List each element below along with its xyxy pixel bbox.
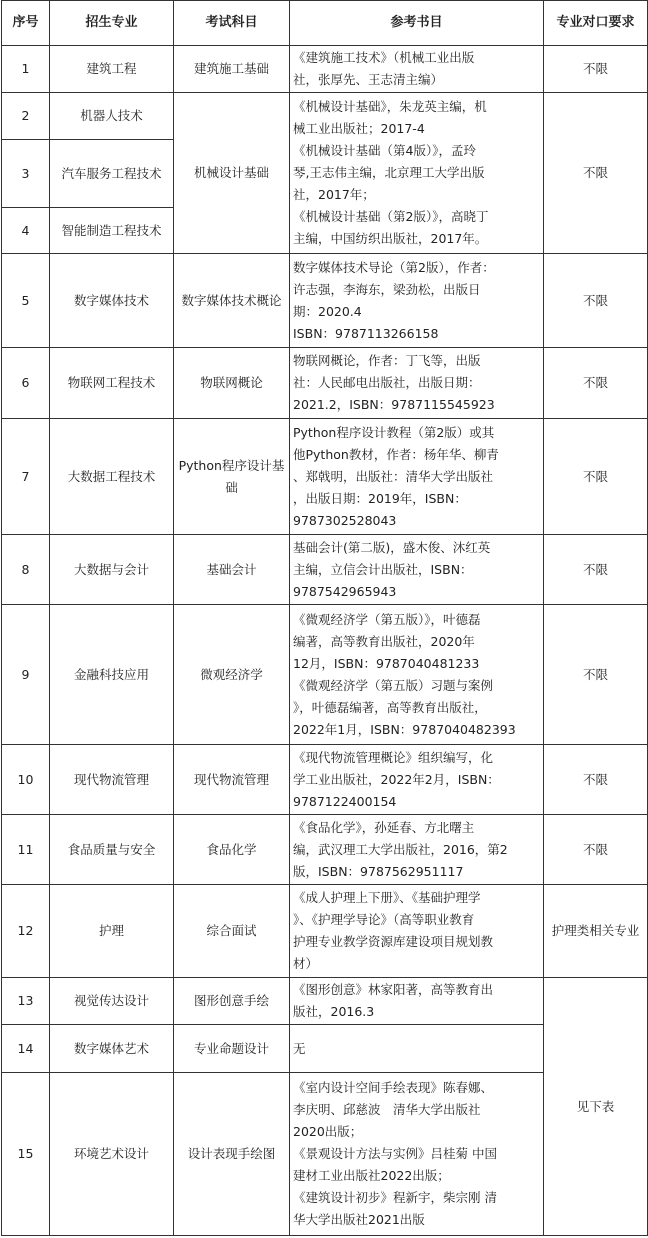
requirement-cell: 不限 xyxy=(544,254,648,348)
row-number: 2 xyxy=(2,93,50,140)
row-number: 11 xyxy=(2,815,50,885)
books-cell: 数字媒体技术导论（第2版），作者： 许志强，李海东，梁劲松，出版日 期：2020.4 ISBN：9787113266158 xyxy=(290,254,544,348)
header-books: 参考书目 xyxy=(290,1,544,46)
books-cell: Python程序设计教程（第2版）或其 他Python教材，作者：杨年华、柳青 、郑戟明，出版社：清华大学出版社 ，出版日期：2019年，ISBN： 9787302528043 xyxy=(290,419,544,535)
table-row xyxy=(2,745,648,815)
row-number: 6 xyxy=(2,348,50,419)
subject-cell: 设计表现手绘图 xyxy=(174,1073,290,1236)
books-cell: 《微观经济学（第五版）》，叶德磊 编著，高等教育出版社，2020年 12月，ISBN：9787040481233 《微观经济学（第五版）习题与案例 》，叶德磊编著，高等教育出版社， 2022年1月，ISBN：9787040482393 xyxy=(290,605,544,745)
subject-cell: 微观经济学 xyxy=(174,605,290,745)
major-cell: 金融科技应用 xyxy=(50,605,174,745)
books-cell: 《室内设计空间手绘表现》陈春娜、 李庆明、邱慈波 清华大学出版社 2020出版； 《景观设计方法与实例》吕桂菊 中国 建材工业出版社2022出版； 《建筑设计初步》程新宇，柴宗刚 清 华大学出版社2021出版 xyxy=(290,1073,544,1236)
requirement-cell: 不限 xyxy=(544,46,648,93)
major-cell: 大数据与会计 xyxy=(50,535,174,605)
header-row xyxy=(2,1,648,46)
table-row xyxy=(2,815,648,885)
requirement-cell: 不限 xyxy=(544,535,648,605)
table-row xyxy=(2,605,648,745)
major-cell: 视觉传达设计 xyxy=(50,978,174,1025)
table-row xyxy=(2,93,648,140)
major-cell: 机器人技术 xyxy=(50,93,174,140)
major-cell: 建筑工程 xyxy=(50,46,174,93)
row-number: 3 xyxy=(2,140,50,208)
major-cell: 数字媒体艺术 xyxy=(50,1025,174,1073)
row-number: 5 xyxy=(2,254,50,348)
subject-cell: 数字媒体技术概论 xyxy=(174,254,290,348)
books-cell: 无 xyxy=(290,1025,544,1073)
row-number: 1 xyxy=(2,46,50,93)
table-row xyxy=(2,535,648,605)
books-cell: 《现代物流管理概论》组织编写，化 学工业出版社，2022年2月，ISBN： 9787122400154 xyxy=(290,745,544,815)
header-subject: 考试科目 xyxy=(174,1,290,46)
row-number: 8 xyxy=(2,535,50,605)
subject-cell: 现代物流管理 xyxy=(174,745,290,815)
books-cell: 物联网概论，作者：丁飞等，出版 社：人民邮电出版社，出版日期： 2021.2，ISBN：9787115545923 xyxy=(290,348,544,419)
requirement-cell: 护理类相关专业 xyxy=(544,885,648,978)
row-number: 12 xyxy=(2,885,50,978)
requirement-cell: 见下表 xyxy=(544,978,648,1236)
subject-cell: 食品化学 xyxy=(174,815,290,885)
table-row xyxy=(2,419,648,535)
row-number: 13 xyxy=(2,978,50,1025)
requirement-cell: 不限 xyxy=(544,348,648,419)
subject-cell: 物联网概论 xyxy=(174,348,290,419)
table-row xyxy=(2,46,648,93)
row-number: 14 xyxy=(2,1025,50,1073)
major-cell: 数字媒体技术 xyxy=(50,254,174,348)
subject-cell: 综合面试 xyxy=(174,885,290,978)
header-major: 招生专业 xyxy=(50,1,174,46)
requirement-cell: 不限 xyxy=(544,93,648,254)
row-number: 15 xyxy=(2,1073,50,1236)
table-row xyxy=(2,978,648,1025)
subject-cell: 基础会计 xyxy=(174,535,290,605)
books-cell: 《食品化学》，孙延春、方北曙主 编，武汉理工大学出版社，2016，第2 版，ISBN：9787562951117 xyxy=(290,815,544,885)
books-cell: 《机械设计基础》，朱龙英主编，机 械工业出版社；2017-4 《机械设计基础（第4版）》，孟玲 琴,王志伟主编，北京理工大学出版 社，2017年； 《机械设计基础（第2版）》，高晓丁 主编，中国纺织出版社，2017年。 xyxy=(290,93,544,254)
table-row xyxy=(2,348,648,419)
books-cell: 基础会计(第二版)，盛木俊、沐红英 主编，立信会计出版社，ISBN： 9787542965943 xyxy=(290,535,544,605)
subject-cell: 建筑施工基础 xyxy=(174,46,290,93)
major-cell: 食品质量与安全 xyxy=(50,815,174,885)
table-row xyxy=(2,885,648,978)
row-number: 10 xyxy=(2,745,50,815)
subject-cell: 专业命题设计 xyxy=(174,1025,290,1073)
major-cell: 汽车服务工程技术 xyxy=(50,140,174,208)
table-row xyxy=(2,254,648,348)
books-cell: 《图形创意》林家阳著，高等教育出 版社，2016.3 xyxy=(290,978,544,1025)
major-cell: 现代物流管理 xyxy=(50,745,174,815)
major-cell: 环境艺术设计 xyxy=(50,1073,174,1236)
subject-cell: 机械设计基础 xyxy=(174,93,290,254)
books-cell: 《建筑施工技术》（机械工业出版 社，张厚先、王志清主编） xyxy=(290,46,544,93)
row-number: 4 xyxy=(2,208,50,254)
row-number: 9 xyxy=(2,605,50,745)
subject-cell: 图形创意手绘 xyxy=(174,978,290,1025)
header-no: 序号 xyxy=(2,1,50,46)
major-cell: 物联网工程技术 xyxy=(50,348,174,419)
requirement-cell: 不限 xyxy=(544,419,648,535)
requirement-cell: 不限 xyxy=(544,745,648,815)
header-requirement: 专业对口要求 xyxy=(544,1,648,46)
requirement-cell: 不限 xyxy=(544,815,648,885)
admission-table xyxy=(1,0,648,1236)
major-cell: 护理 xyxy=(50,885,174,978)
row-number: 7 xyxy=(2,419,50,535)
major-cell: 大数据工程技术 xyxy=(50,419,174,535)
major-cell: 智能制造工程技术 xyxy=(50,208,174,254)
requirement-cell: 不限 xyxy=(544,605,648,745)
subject-cell: Python程序设计基础 xyxy=(174,419,290,535)
books-cell: 《成人护理上下册》、《基础护理学 》、《护理学导论》（高等职业教育 护理专业教学资源库建设项目规划教 材） xyxy=(290,885,544,978)
